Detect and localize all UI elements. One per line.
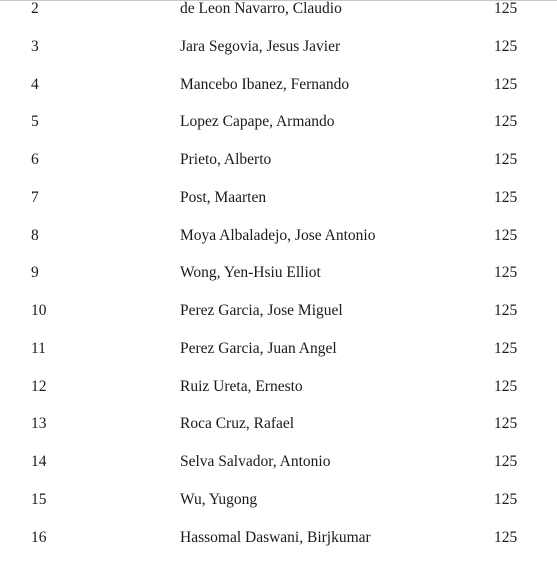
rank-cell: 16 — [31, 528, 47, 548]
score-cell: 125 — [494, 301, 517, 321]
name-cell: de Leon Navarro, Claudio — [180, 0, 342, 19]
table-row — [0, 0, 557, 37]
score-cell: 125 — [494, 37, 517, 57]
rank-cell: 12 — [31, 377, 47, 397]
rank-cell: 7 — [31, 188, 39, 208]
table-row — [0, 414, 557, 452]
name-cell: Perez Garcia, Juan Angel — [180, 339, 337, 359]
rank-cell: 9 — [31, 263, 39, 283]
score-cell: 125 — [494, 263, 517, 283]
rank-cell: 4 — [31, 75, 39, 95]
name-cell: Wu, Yugong — [180, 490, 257, 510]
table-row — [0, 452, 557, 490]
name-cell: Post, Maarten — [180, 188, 266, 208]
score-cell: 125 — [494, 112, 517, 132]
name-cell: Hassomal Daswani, Birjkumar — [180, 528, 371, 548]
rank-cell: 6 — [31, 150, 39, 170]
rank-cell: 8 — [31, 226, 39, 246]
score-cell: 125 — [494, 188, 517, 208]
score-cell: 125 — [494, 414, 517, 434]
score-cell: 125 — [494, 377, 517, 397]
score-cell: 125 — [494, 226, 517, 246]
table-row — [0, 377, 557, 415]
name-cell: Ruiz Ureta, Ernesto — [180, 377, 303, 397]
name-cell: Moya Albaladejo, Jose Antonio — [180, 226, 375, 246]
table-row — [0, 226, 557, 264]
table-row — [0, 339, 557, 377]
rank-cell: 15 — [31, 490, 47, 510]
rank-cell: 2 — [31, 0, 39, 19]
rank-cell: 14 — [31, 452, 47, 472]
name-cell: Perez Garcia, Jose Miguel — [180, 301, 343, 321]
table-row — [0, 490, 557, 528]
name-cell: Roca Cruz, Rafael — [180, 414, 294, 434]
rank-cell: 5 — [31, 112, 39, 132]
score-cell: 125 — [494, 75, 517, 95]
score-cell: 125 — [494, 0, 517, 19]
table-row — [0, 188, 557, 226]
score-cell: 125 — [494, 490, 517, 510]
table-row — [0, 37, 557, 75]
table-row — [0, 301, 557, 339]
score-cell: 125 — [494, 150, 517, 170]
table-row — [0, 263, 557, 301]
name-cell: Lopez Capape, Armando — [180, 112, 335, 132]
rank-cell: 11 — [31, 339, 46, 359]
score-cell: 125 — [494, 452, 517, 472]
rank-cell: 10 — [31, 301, 47, 321]
name-cell: Selva Salvador, Antonio — [180, 452, 331, 472]
score-cell: 125 — [494, 528, 517, 548]
score-cell: 125 — [494, 339, 517, 359]
name-cell: Mancebo Ibanez, Fernando — [180, 75, 349, 95]
name-cell: Jara Segovia, Jesus Javier — [180, 37, 340, 57]
rank-cell: 13 — [31, 414, 47, 434]
table-row — [0, 528, 557, 565]
table-row — [0, 150, 557, 188]
table-row — [0, 75, 557, 113]
rank-cell: 3 — [31, 37, 39, 57]
name-cell: Wong, Yen-Hsiu Elliot — [180, 263, 321, 283]
table-row — [0, 112, 557, 150]
name-cell: Prieto, Alberto — [180, 150, 271, 170]
